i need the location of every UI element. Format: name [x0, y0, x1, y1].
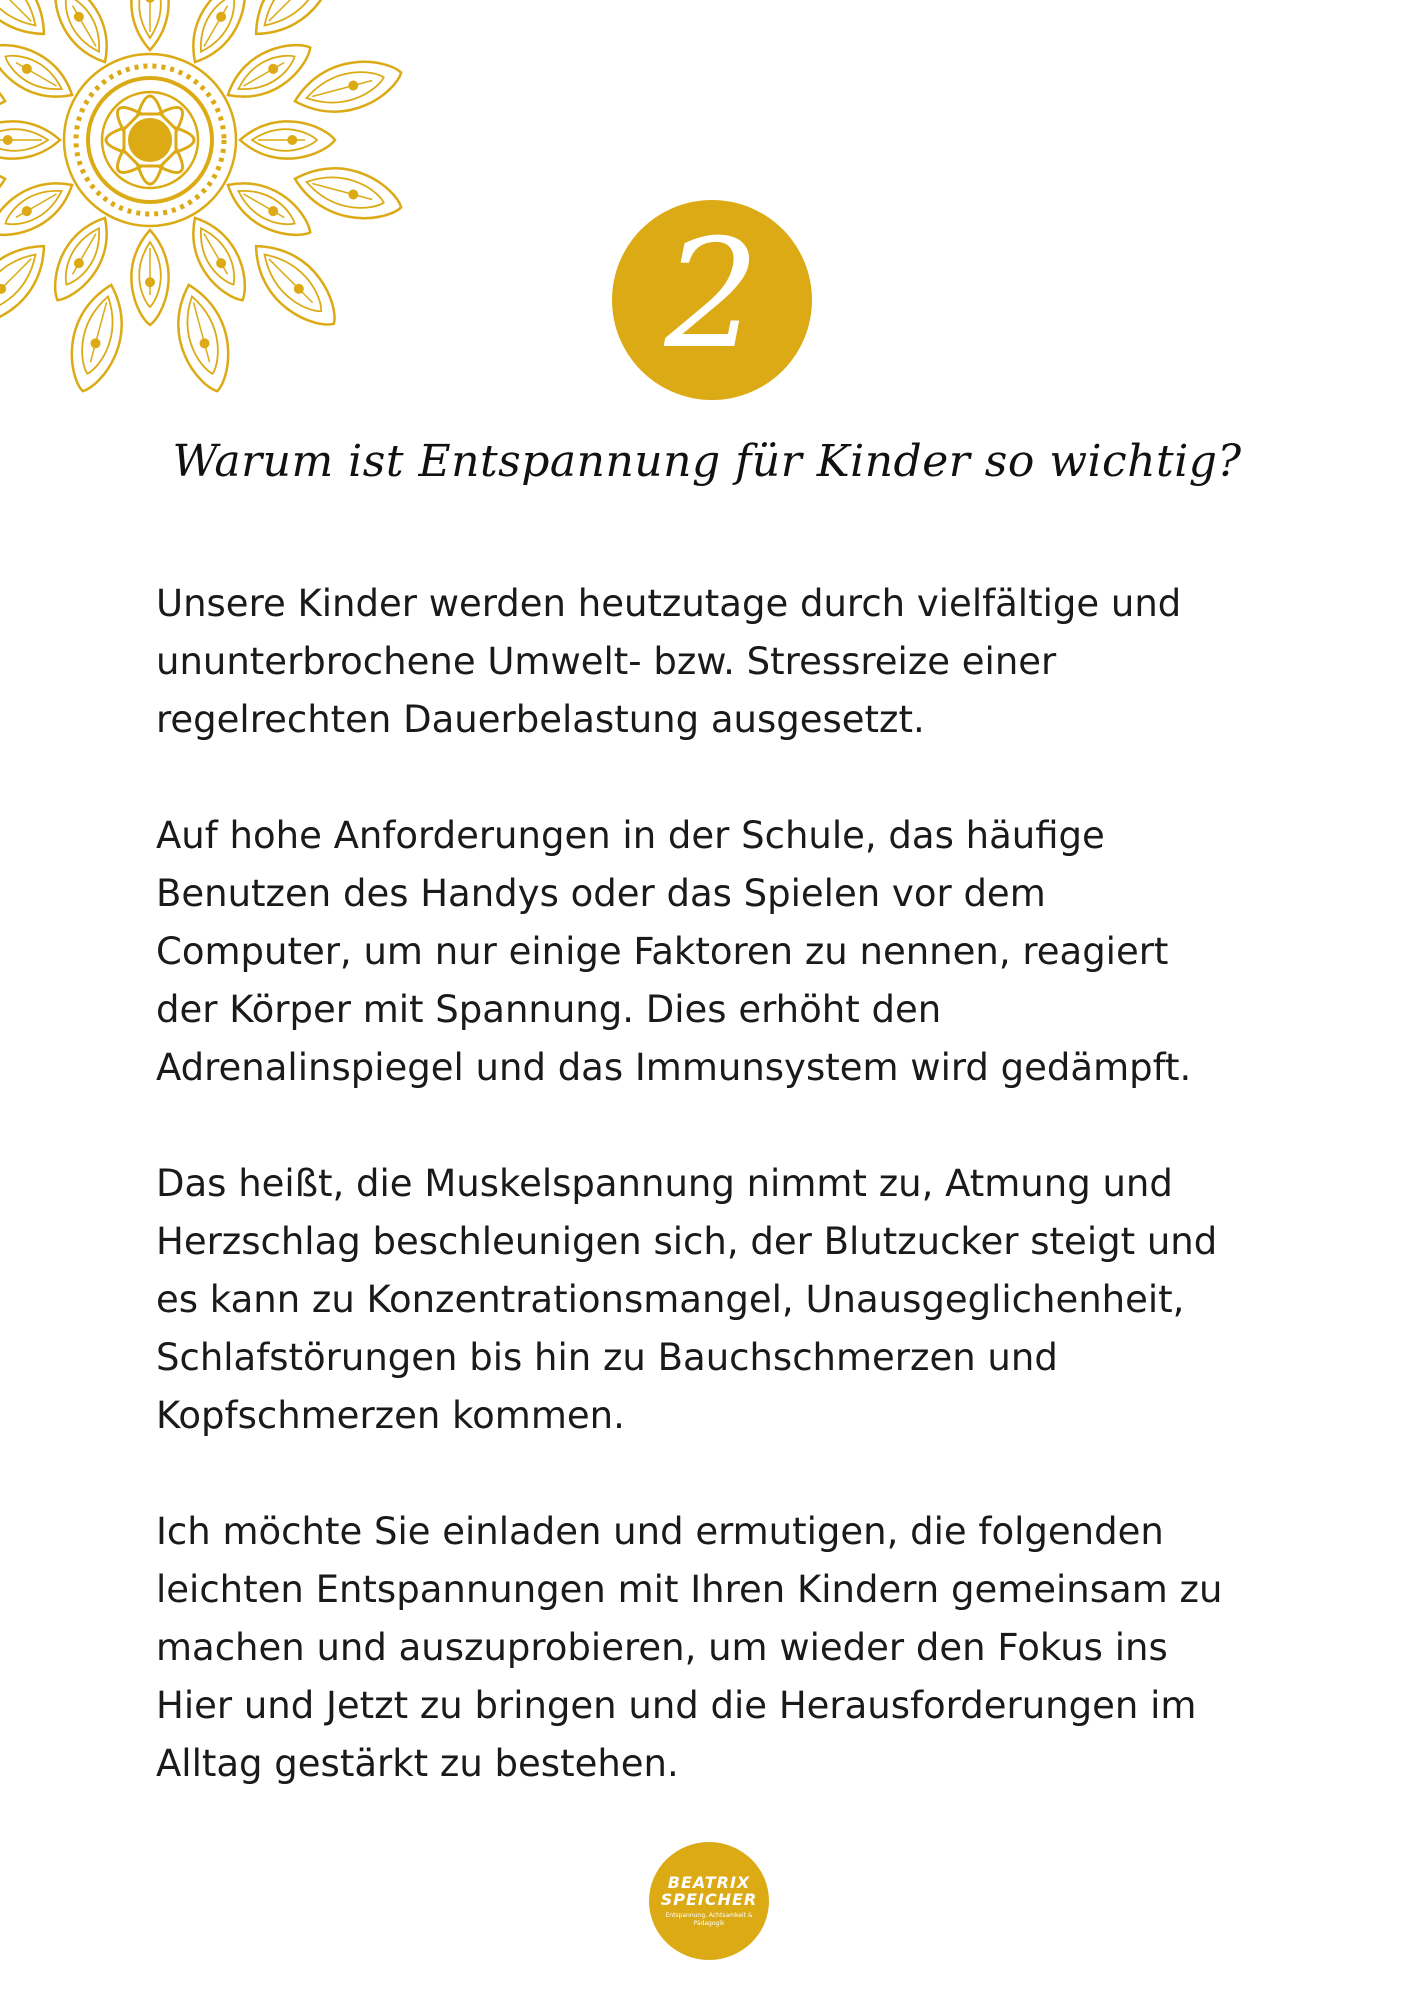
- text-line: leichten Entspannungen mit Ihren Kindern gemeinsam zu: [156, 1568, 1223, 1611]
- brand-logo: [649, 1842, 769, 1960]
- text-line: Adrenalinspiegel und das Immunsystem wird gedämpft.: [156, 1046, 1192, 1089]
- logo-name-line2: SPEICHER: [660, 1890, 758, 1909]
- text-line: Das heißt, die Muskelspannung nimmt zu, Atmung und: [156, 1162, 1173, 1205]
- text-line: es kann zu Konzentrationsmangel, Unausgeglichenheit,: [156, 1278, 1185, 1321]
- text-line: Alltag gestärkt zu bestehen.: [156, 1742, 679, 1785]
- text-line: machen und auszuprobieren, um wieder den Fokus ins: [156, 1626, 1168, 1669]
- paragraph: [156, 1155, 1286, 1445]
- text-line: regelrechten Dauerbelastung ausgesetzt.: [156, 698, 925, 741]
- step-number: 2: [664, 208, 760, 382]
- text-line: Ich möchte Sie einladen und ermutigen, die folgenden: [156, 1510, 1164, 1553]
- text-line: Schlafstörungen bis hin zu Bauchschmerzen und: [156, 1336, 1058, 1379]
- paragraph: [156, 807, 1286, 1097]
- text-line: Benutzen des Handys oder das Spielen vor dem: [156, 872, 1046, 915]
- logo-name-line1: BEATRIX: [667, 1873, 751, 1892]
- text-line: Auf hohe Anforderungen in der Schule, das häufige: [156, 814, 1105, 857]
- text-line: Kopfschmerzen kommen.: [156, 1394, 625, 1437]
- text-line: Unsere Kinder werden heutzutage durch vielfältige und: [156, 582, 1182, 625]
- body-text: [156, 575, 1286, 1851]
- paragraph: [156, 1503, 1286, 1793]
- mandala-flower-icon: [0, 0, 420, 410]
- text-line: ununterbrochene Umwelt- bzw. Stressreize einer: [156, 640, 1057, 683]
- text-line: Hier und Jetzt zu bringen und die Herausforderungen im: [156, 1684, 1197, 1727]
- text-line: Herzschlag beschleunigen sich, der Blutzucker steigt und: [156, 1220, 1218, 1263]
- page-title: Warum ist Entspannung für Kinder so wichtig?: [172, 436, 1242, 487]
- paragraph: [156, 575, 1286, 749]
- text-line: der Körper mit Spannung. Dies erhöht den: [156, 988, 942, 1031]
- step-number-badge: [612, 200, 812, 400]
- logo-tagline: Entspannung, Achtsamkeit & Pädagogik: [665, 1912, 753, 1927]
- text-line: Computer, um nur einige Faktoren zu nennen, reagiert: [156, 930, 1169, 973]
